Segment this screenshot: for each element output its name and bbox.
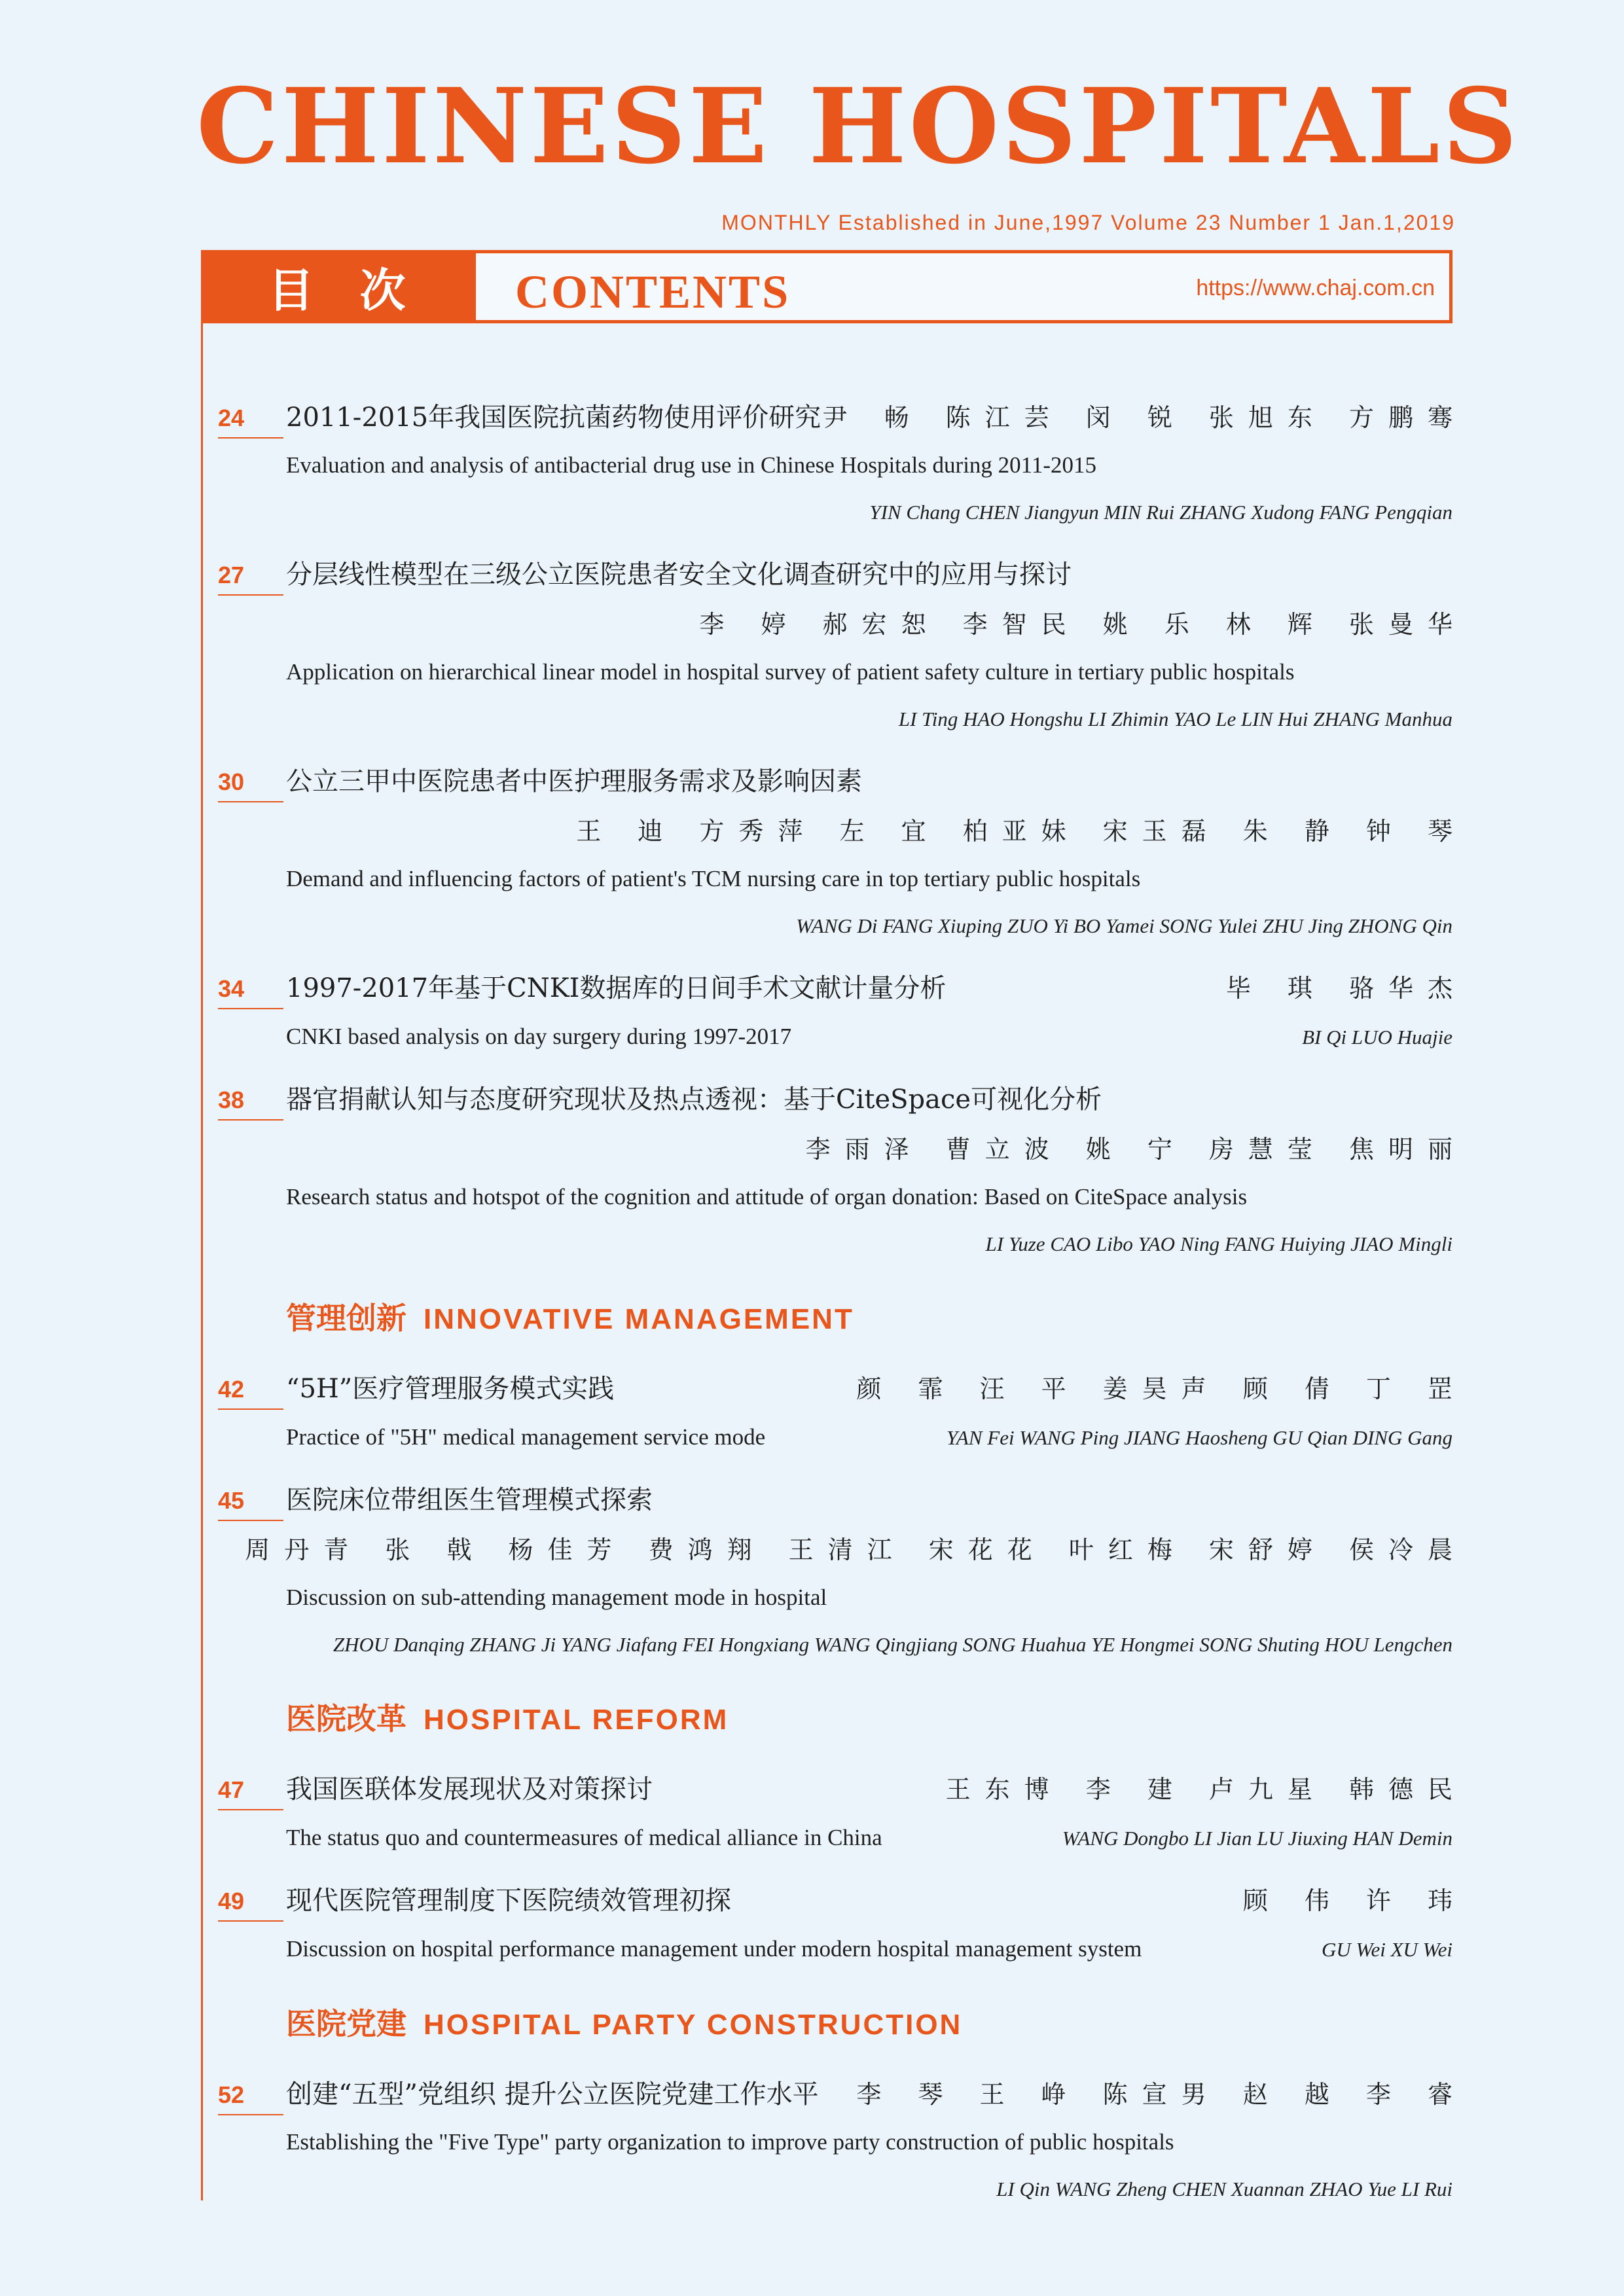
article-title-cn[interactable]: 创建“五型”党组织 提升公立医院党建工作水平 [286,2079,819,2109]
article-title-cn[interactable]: 公立三甲中医院患者中医护理服务需求及影响因素 [286,766,862,797]
toc-entry[interactable] [201,1876,1467,1974]
authors-en: GU Wei XU Wei [1321,1938,1453,1961]
toc-entry[interactable] [201,1475,1467,1669]
publication-info: MONTHLY Established in June,1997 Volume 23 Number 1 Jan.1,2019 [721,211,1455,234]
page-number: 45 [218,1487,283,1521]
article-title-en[interactable]: Evaluation and analysis of antibacterial drug use in Chinese Hospitals during 2011-2015 [286,452,1097,478]
article-title-cn[interactable]: “5H”医疗管理服务模式实践 [286,1374,615,1404]
table-of-contents [201,393,1467,2227]
article-title-en[interactable]: Research status and hotspot of the cognition and attitude of organ donation: Based on CiteSpace analysis [286,1184,1248,1210]
section-heading [286,2000,1453,2043]
article-title-en[interactable]: Practice of "5H" medical management service mode [286,1424,766,1450]
section-heading-cn: 医院党建 [286,2006,406,2041]
page-number: 49 [218,1888,283,1922]
authors-cn: 王 迪 方秀萍 左 宜 柏亚妹 宋玉磊 朱 静 钟 琴 [576,817,1467,846]
toc-entry[interactable] [201,757,1467,950]
article-title-en[interactable]: CNKI based analysis on day surgery during 1997-2017 [286,1024,792,1049]
authors-cn: 尹 畅 陈江芸 闵 锐 张旭东 方鹏骞 [822,403,1467,432]
page-number: 38 [218,1086,283,1121]
article-title-en[interactable]: Demand and influencing factors of patient's TCM nursing care in top tertiary public hospitals [286,866,1141,891]
authors-cn: 颜 霏 汪 平 姜昊声 顾 倩 丁 罡 [856,1374,1467,1403]
section-heading-cn: 医院改革 [286,1701,406,1736]
authors-cn: 周丹青 张 戟 杨佳芳 费鸿翔 王清江 宋花花 叶红梅 宋舒婷 侯冷晨 [245,1535,1467,1564]
authors-cn: 王东博 李 建 卢九星 韩德民 [945,1775,1467,1804]
article-title-cn[interactable]: 医院床位带组医生管理模式探索 [286,1485,653,1515]
page-number: 34 [218,975,283,1009]
section-heading-en: HOSPITAL REFORM [424,1704,729,1736]
contents-banner [201,250,1453,323]
article-title-cn[interactable]: 我国医联体发展现状及对策探讨 [286,1774,653,1804]
authors-en: YAN Fei WANG Ping JIANG Haosheng GU Qian DING Gang [946,1426,1453,1449]
article-title-en[interactable]: Discussion on hospital performance management under modern hospital management system [286,1936,1142,1962]
authors-en: LI Qin WANG Zheng CHEN Xuannan ZHAO Yue LI Rui [996,2178,1453,2200]
contents-en-label: CONTENTS [515,266,791,318]
article-title-en[interactable]: Establishing the "Five Type" party organization to improve party construction of public hospitals [286,2129,1174,2155]
authors-en: WANG Dongbo LI Jian LU Jiuxing HAN Demin [1062,1827,1453,1850]
article-title-cn[interactable]: 2011-2015年我国医院抗菌药物使用评价研究 [286,403,821,433]
article-title-cn[interactable]: 器官捐献认知与态度研究现状及热点透视：基于CiteSpace可视化分析 [286,1085,1102,1115]
journal-title: CHINESE HOSPITALS [196,66,1520,187]
journal-url-link[interactable]: https://www.chaj.com.cn [1196,276,1435,300]
article-title-cn[interactable]: 现代医院管理制度下医院绩效管理初探 [286,1886,731,1916]
authors-en: YIN Chang CHEN Jiangyun MIN Rui ZHANG Xudong FANG Pengqian [869,501,1453,524]
section-heading [286,1695,1453,1738]
authors-cn: 李雨泽 曹立波 姚 宁 房慧莹 焦明丽 [805,1135,1467,1164]
authors-cn: 李 婷 郝宏恕 李智民 姚 乐 林 辉 张曼华 [699,610,1467,639]
contents-cn-label: 目次 [204,253,476,320]
toc-entry[interactable] [201,1364,1467,1462]
section-heading [286,1295,1453,1338]
article-title-en[interactable]: Discussion on sub-attending management mode in hospital [286,1585,827,1610]
article-title-cn[interactable]: 分层线性模型在三级公立医院患者安全文化调查研究中的应用与探讨 [286,560,1072,590]
toc-entry[interactable] [201,1075,1467,1268]
page-number: 42 [218,1376,283,1410]
page-number: 27 [218,562,283,596]
authors-cn: 毕 琪 骆华杰 [1225,974,1467,1003]
page-number: 52 [218,2081,283,2115]
toc-entry[interactable] [201,1765,1467,1863]
page-number: 47 [218,1776,283,1810]
section-heading-en: INNOVATIVE MANAGEMENT [424,1303,854,1335]
authors-en: LI Ting HAO Hongshu LI Zhimin YAO Le LIN Hui ZHANG Manhua [898,708,1453,730]
authors-cn: 李 琴 王 峥 陈宣男 赵 越 李 睿 [856,2080,1467,2109]
article-title-en[interactable]: Application on hierarchical linear model in hospital survey of patient safety culture in tertiary public hospitals [286,659,1295,685]
section-heading-cn: 管理创新 [286,1300,406,1336]
authors-cn: 顾 伟 许 玮 [1242,1886,1467,1915]
page-number: 24 [218,404,283,439]
authors-en: ZHOU Danqing ZHANG Ji YANG Jiafang FEI Hongxiang WANG Qingjiang SONG Huahua YE Hongmei SONG Shuting HOU Lengchen [333,1633,1453,1656]
toc-entry[interactable] [201,963,1467,1062]
authors-en: BI Qi LUO Huajie [1302,1026,1453,1049]
authors-en: WANG Di FANG Xiuping ZUO Yi BO Yamei SONG Yulei ZHU Jing ZHONG Qin [796,914,1453,937]
authors-en: LI Yuze CAO Libo YAO Ning FANG Huiying JIAO Mingli [985,1232,1453,1255]
toc-entry[interactable] [201,393,1467,537]
page-number: 30 [218,768,283,802]
toc-entry[interactable] [201,2070,1467,2214]
article-title-cn[interactable]: 1997-2017年基于CNKI数据库的日间手术文献计量分析 [286,973,947,1003]
toc-entry[interactable] [201,550,1467,744]
article-title-en[interactable]: The status quo and countermeasures of medical alliance in China [286,1825,882,1850]
section-heading-en: HOSPITAL PARTY CONSTRUCTION [424,2009,963,2041]
